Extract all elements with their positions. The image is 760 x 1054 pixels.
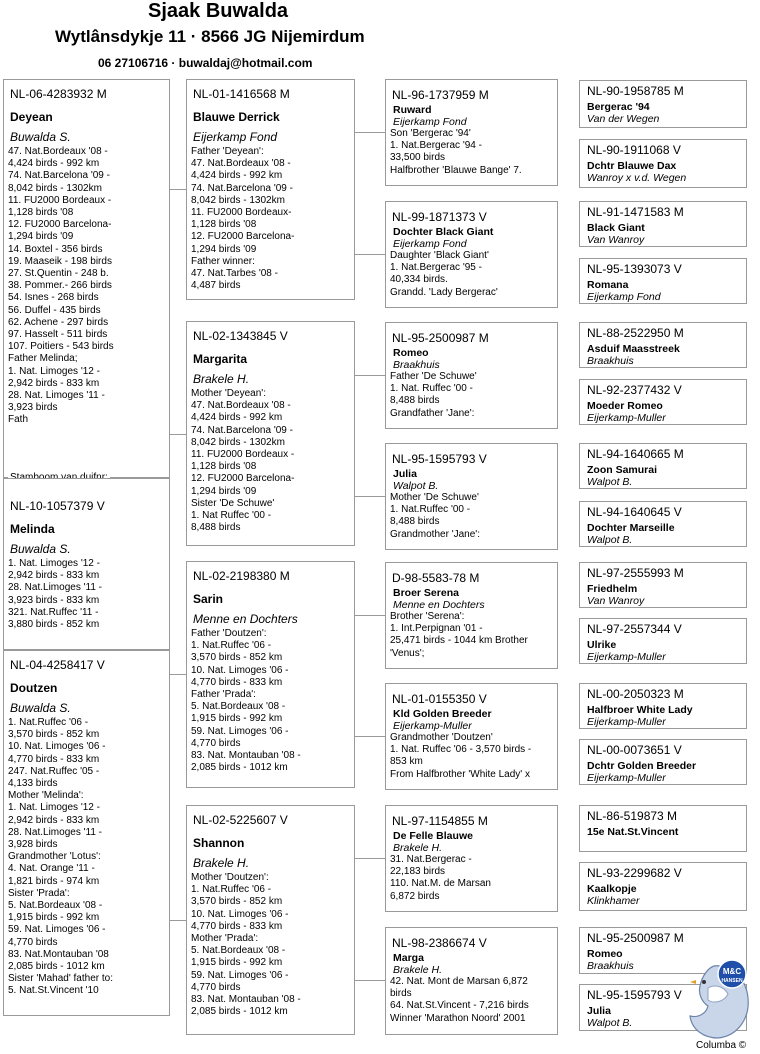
pigeon-name: Black Giant [587, 222, 645, 234]
result-line: 28. Nat.Limoges '11 - [8, 582, 102, 594]
pigeon-breeder: Klinkhamer [587, 895, 640, 907]
result-line: 'Venus'; [390, 647, 425, 659]
result-line: 28. Nat. Limoges '11 - [8, 390, 105, 402]
result-line: 1,128 birds '08 [191, 219, 257, 231]
ring-number: NL-94-1640665 M [587, 447, 684, 461]
pigeon-name: Moeder Romeo [587, 400, 663, 412]
ring-number: NL-04-4258417 V [10, 658, 105, 672]
result-line: 4. Nat. Orange '11 - [8, 863, 95, 875]
pigeon-breeder: Walpot B. [587, 476, 633, 488]
result-line: 47. Nat.Bordeaux '08 - [191, 400, 291, 412]
ring-number: D-98-5583-78 M [392, 571, 480, 585]
pigeon-results [8, 717, 169, 998]
pigeon-name: Halfbroer White Lady [587, 704, 693, 716]
ring-number: NL-95-2500987 M [392, 331, 489, 345]
result-line: Father winner: [191, 255, 255, 267]
pigeon-card-gen4-14 [579, 862, 747, 911]
pigeon-breeder: Brakele H. [193, 856, 250, 870]
pigeon-breeder: Eijerkamp Fond [193, 130, 278, 144]
result-line: 14. Boxtel - 356 birds [8, 243, 103, 255]
pigeon-breeder: Eijerkamp-Muller [587, 716, 666, 728]
result-line: 4,770 birds - 833 km [191, 920, 283, 932]
result-line: 47. Nat.Tarbes '08 - [191, 268, 278, 280]
result-line: Sister 'Mahad' father to: [8, 973, 113, 985]
result-line: 4,424 birds - 992 km [191, 170, 283, 182]
pigeon-results [390, 976, 557, 1025]
ring-number: NL-97-2555993 M [587, 566, 684, 580]
pigeon-name: Friedhelm [587, 583, 638, 595]
pigeon-breeder: Menne en Dochters [193, 612, 298, 626]
pigeon-card-gen4-9 [579, 562, 747, 608]
ring-number: NL-01-1416568 M [193, 87, 290, 101]
result-line: Father 'Doutzen': [191, 628, 267, 639]
result-line: 54. Isnes - 268 birds [8, 292, 99, 304]
pigeon-name: Margarita [193, 352, 248, 366]
pigeon-breeder: Buwalda S. [10, 701, 71, 715]
result-line: 4,770 birds - 833 km [191, 676, 283, 688]
result-line: 56. Duffel - 435 birds [8, 304, 101, 316]
result-line: 1. Nat. Limoges '12 - [8, 802, 100, 814]
pigeon-breeder: Braakhuis [587, 960, 634, 972]
result-line: 38. Pommer.- 266 birds [8, 280, 112, 292]
result-line: 2,942 birds - 833 km [8, 377, 100, 389]
result-line: 47. Nat.Bordeaux '08 - [191, 158, 291, 170]
result-line: 59. Nat. Limoges '06 - [191, 725, 289, 737]
ring-number: NL-02-1343845 V [193, 329, 288, 343]
result-line: 10. Nat. Limoges '06 - [8, 741, 106, 753]
pigeon-results [390, 128, 557, 177]
result-line: 3,570 birds - 852 km [191, 652, 283, 664]
result-line: 8,488 birds [191, 522, 241, 534]
pigeon-name: Julia [393, 468, 417, 480]
result-line: Mother 'Doutzen': [191, 872, 269, 883]
pigeon-name: Blauwe Derrick [193, 110, 280, 124]
result-line: Daughter 'Black Giant' [390, 250, 489, 261]
result-line: 6,872 birds [390, 890, 440, 902]
result-line: 40,334 birds. [390, 274, 448, 286]
pigeon-card-gen3-8 [385, 927, 558, 1035]
pigeon-breeder: Van Wanroy [587, 234, 645, 246]
connector-line [355, 496, 385, 497]
result-line: 1,294 birds '09 [8, 231, 74, 243]
pigeon-card-gen4-5 [579, 322, 747, 368]
result-line: 83. Nat. Montauban '08 - [191, 994, 301, 1006]
pigeon-results [390, 611, 557, 660]
pigeon-name: Dchtr Blauwe Dax [587, 160, 677, 172]
connector-line [355, 254, 385, 255]
result-line: 5. Nat.St.Vincent '10 [8, 985, 99, 997]
pigeon-card-gen4-2 [579, 139, 747, 188]
result-line: 12. FU2000 Barcelona- [8, 219, 112, 231]
result-line: 5. Nat.Bordeaux '08 - [191, 701, 286, 713]
connector-line [355, 858, 385, 859]
connector-line [355, 132, 385, 133]
pigeon-breeder: Eijerkamp-Muller [587, 772, 666, 784]
result-line: 12. FU2000 Barcelona- [191, 473, 295, 485]
pigeon-breeder: Eijerkamp Fond [393, 116, 467, 128]
result-line: 3,928 birds [8, 839, 58, 851]
result-line: 83. Nat.Montauban '08 [8, 948, 109, 960]
result-line: Father 'De Schuwe' [390, 371, 477, 382]
pigeon-breeder: Brakele H. [393, 842, 443, 854]
ring-number: NL-88-2522950 M [587, 326, 684, 340]
ring-number: NL-91-1471583 M [587, 205, 684, 219]
ring-number: NL-95-1393073 V [587, 262, 682, 276]
result-line: 4,424 birds - 992 km [191, 412, 283, 424]
pigeon-name: Kld Golden Breeder [393, 708, 492, 720]
pigeon-breeder: Walpot B. [587, 1017, 633, 1029]
result-line: Grandmother 'Doutzen' [390, 732, 493, 743]
pigeon-card-sire-doutzen [186, 561, 355, 788]
pigeon-breeder: Braakhuis [587, 355, 634, 367]
pigeon-results [191, 628, 354, 774]
pigeon-name: 15e Nat.St.Vincent [587, 826, 679, 838]
pigeon-card-gen3-6 [385, 683, 558, 790]
result-line: 42. Nat. Mont de Marsan 6,872 [390, 976, 528, 987]
pigeon-card-subject [3, 79, 170, 478]
result-line: 4,487 birds [191, 280, 241, 292]
ring-number: NL-96-1737959 M [392, 88, 489, 102]
result-line: From Halfbrother 'White Lady' x [390, 768, 530, 780]
result-line: Father 'Prada': [191, 689, 256, 701]
result-line: 64. Nat.St.Vincent - 7,216 birds [390, 1000, 529, 1012]
ring-number: NL-90-1958785 M [587, 84, 684, 98]
result-line: 1. Nat.Ruffec '06 - [191, 640, 272, 652]
result-line: 11. FU2000 Bordeaux- [191, 207, 292, 219]
pigeon-card-dam [186, 321, 355, 546]
pigeon-card-gen3-4 [385, 443, 558, 550]
result-line: Mother 'Deyean': [191, 388, 266, 399]
pigeon-results [8, 146, 169, 427]
result-line: Halfbrother 'Blauwe Bange' 7. [390, 164, 522, 176]
ring-number: NL-93-2299682 V [587, 866, 682, 880]
result-line: 110. Nat.M. de Marsan [390, 878, 491, 890]
result-line: 4,770 birds [191, 981, 241, 993]
result-line: 1. Nat. Ruffec '06 - 3,570 birds - [390, 744, 532, 756]
result-line: 1. Nat. Limoges '12 - [8, 558, 100, 569]
result-line: 97. Hasselt - 511 birds [8, 329, 108, 341]
result-line: 8,042 birds - 1302km [191, 436, 285, 448]
result-line: 1,821 birds - 974 km [8, 875, 100, 887]
pigeon-card-gen4-12 [579, 739, 747, 785]
result-line: 19. Maaseik - 198 birds [8, 255, 112, 267]
pigeon-card-gen3-3 [385, 322, 558, 429]
pigeon-breeder: Eijerkamp-Muller [587, 412, 666, 424]
result-line: 33,500 birds [390, 152, 446, 164]
result-line: 107. Poitiers - 543 birds [8, 341, 114, 353]
pigeon-breeder: Walpot B. [393, 480, 439, 492]
result-line: 74. Nat.Barcelona '09 - [8, 170, 110, 182]
result-line: Grandmother 'Lotus': [8, 851, 101, 863]
pigeon-name: Zoon Samurai [587, 464, 658, 476]
result-line: 8,488 birds [390, 395, 440, 407]
result-line: 31. Nat.Bergerac - [390, 854, 472, 865]
ring-number: NL-94-1640645 V [587, 505, 682, 519]
pigeon-name: Romeo [393, 347, 429, 359]
pigeon-name: Romeo [587, 948, 623, 960]
pigeon-breeder: Brakele H. [393, 964, 443, 976]
pigeon-breeder: Braakhuis [393, 359, 440, 371]
result-line: Fath [8, 414, 29, 426]
ring-number: NL-95-1595793 V [392, 452, 487, 466]
result-line: 1,128 birds '08 [191, 461, 257, 473]
pigeon-name: Dochter Black Giant [393, 226, 494, 238]
result-line: 1. Nat.Bergerac '95 - [390, 262, 482, 274]
result-line: 28. Nat.Limoges '11 - [8, 826, 102, 838]
result-line: 59. Nat. Limoges '06 - [8, 924, 106, 936]
pigeon-breeder: Van der Wegen [587, 113, 660, 125]
result-line: 1,128 birds '08 [8, 207, 74, 219]
logo-credit: Columba © [696, 1040, 747, 1051]
pigeon-results [390, 492, 557, 541]
pigeon-results [390, 854, 557, 903]
connector-line [170, 189, 186, 190]
result-line: 1. Nat. Ruffec '00 - [390, 383, 473, 395]
result-line: 22,183 birds [390, 866, 446, 878]
ring-number: NL-06-4283932 M [10, 87, 107, 101]
pigeon-name: Dochter Marseille [587, 522, 675, 534]
ring-number: NL-90-1911068 V [587, 143, 681, 157]
pigeon-card-sire [186, 79, 355, 300]
pigeon-breeder: Eijerkamp-Muller [587, 651, 666, 663]
result-line: 247. Nat.Ruffec '05 - [8, 765, 100, 777]
pigeon-name: Romana [587, 279, 629, 291]
connector-line [355, 736, 385, 737]
connector-line [355, 615, 385, 616]
result-line: 5. Nat.Bordeaux '08 - [8, 900, 103, 912]
pigeon-card-gen4-7 [579, 443, 747, 489]
pigeon-card-doutzen [3, 650, 170, 1016]
result-line: 2,085 birds - 1012 km [191, 762, 288, 774]
pigeon-card-gen4-6 [579, 379, 747, 425]
pigeon-breeder: Walpot B. [587, 534, 633, 546]
pigeon-card-gen4-4 [579, 258, 747, 304]
result-line: Grandmother 'Jane': [390, 528, 480, 540]
pigeon-name: Bergerac '94 [587, 101, 650, 113]
result-line: 1,294 birds '09 [191, 243, 257, 255]
breeder-name: Sjaak Buwalda [148, 0, 289, 22]
pigeon-name: Asduif Maasstreek [587, 343, 680, 355]
pigeon-name: Ruward [393, 104, 432, 116]
result-line: 4,770 birds - 833 km [8, 753, 100, 765]
pigeon-card-gen4-1 [579, 80, 747, 128]
ring-number: NL-10-1057379 V [10, 499, 105, 513]
pigeon-name: Sarin [193, 592, 224, 606]
result-line: 83. Nat. Montauban '08 - [191, 750, 301, 762]
ring-number: NL-92-2377432 V [587, 383, 682, 397]
result-line: Grandd. 'Lady Bergerac' [390, 286, 498, 298]
result-line: Sister 'Prada': [8, 887, 70, 899]
result-line: 1. Nat.Ruffec '06 - [191, 884, 272, 896]
result-line: 5. Nat.Bordeaux '08 - [191, 945, 286, 957]
result-line: 1. Int.Perpignan '01 - [390, 623, 483, 635]
pigeon-results [390, 250, 557, 299]
result-line: 4,424 birds - 992 km [8, 158, 100, 170]
pigeon-results [191, 146, 354, 292]
result-line: 2,942 birds - 833 km [8, 570, 100, 582]
result-line: Mother 'Melinda': [8, 790, 84, 802]
connector-line [170, 674, 186, 675]
pigeon-name: Kaalkopje [587, 883, 637, 895]
result-line: 1. Nat.Bergerac '94 - [390, 140, 482, 152]
pigeon-name: Julia [587, 1005, 611, 1017]
pigeon-card-gen3-7 [385, 805, 558, 912]
result-line: 1. Nat Ruffec '00 - [191, 510, 272, 522]
pigeon-card-gen3-5 [385, 562, 558, 669]
result-line: 1,915 birds - 992 km [191, 713, 283, 725]
pigeon-card-gen4-8 [579, 501, 747, 547]
result-line: 4,770 birds [191, 737, 241, 749]
pigeon-name: Shannon [193, 836, 245, 850]
result-line: 8,042 birds - 1302km [8, 182, 102, 194]
pigeon-card-gen4-3 [579, 201, 747, 247]
result-line: Grandfather 'Jane': [390, 407, 475, 419]
ring-number: NL-02-2198380 M [193, 569, 290, 583]
result-line: 10. Nat. Limoges '06 - [191, 664, 289, 676]
pigeon-name: Deyean [10, 110, 53, 124]
pigeon-name: Ulrike [587, 639, 617, 651]
result-line: 1,915 birds - 992 km [8, 912, 100, 924]
result-line: 3,570 birds - 852 km [8, 729, 100, 741]
pigeon-name: Broer Serena [393, 587, 459, 599]
pigeon-results [390, 732, 557, 781]
result-line: 3,570 birds - 852 km [191, 896, 283, 908]
result-line: 10. Nat. Limoges '06 - [191, 908, 289, 920]
pigeon-breeder: Eijerkamp Fond [393, 238, 467, 250]
pigeon-name: De Felle Blauwe [393, 830, 473, 842]
pigeon-card-dam-doutzen [186, 805, 355, 1035]
result-line: 2,085 birds - 1012 km [191, 1006, 288, 1018]
result-line: 8,488 birds [390, 516, 440, 528]
pigeon-breeder: Buwalda S. [10, 130, 71, 144]
pigeon-name: Marga [393, 952, 424, 964]
breeder-contact: 06 27106716 · buwaldaj@hotmail.com [98, 56, 313, 70]
result-line: 74. Nat.Barcelona '09 - [191, 182, 293, 194]
breeder-address: Wytlânsdykje 11 · 8566 JG Nijemirdum [55, 27, 365, 46]
ring-number: NL-86-519873 M [587, 809, 678, 823]
result-line: 4,770 birds [8, 936, 58, 948]
result-line: 3,880 birds - 852 km [8, 619, 100, 631]
result-line: Brother 'Serena': [390, 611, 465, 622]
pigeon-breeder: Wanroy x v.d. Wegen [587, 172, 687, 184]
result-line: 74. Nat.Barcelona '09 - [191, 424, 293, 436]
result-line: 62. Achene - 297 birds [8, 316, 109, 328]
result-line: 1. Nat. Limoges '12 - [8, 365, 100, 377]
logo-badge-text: M&C [722, 967, 742, 976]
result-line: 3,923 birds - 833 km [8, 594, 100, 606]
pigeon-card-gen4-10 [579, 618, 747, 664]
connector-line [355, 980, 385, 981]
connector-line [355, 375, 385, 376]
result-line: 321. Nat.Ruffec '11 - [8, 606, 99, 618]
ring-number: NL-02-5225607 V [193, 813, 288, 827]
pigeon-breeder: Buwalda S. [10, 542, 71, 556]
pigeon-name: Melinda [10, 522, 55, 536]
result-line: Mother 'De Schuwe' [390, 492, 479, 503]
pigeon-results [390, 371, 557, 420]
result-line: 3,923 birds [8, 402, 58, 414]
result-line: 853 km [390, 756, 423, 768]
ring-number: NL-00-2050323 M [587, 687, 684, 701]
result-line: Son 'Bergerac '94' [390, 128, 471, 139]
result-line: birds [390, 988, 412, 1000]
result-line: 11. FU2000 Bordeaux - [191, 449, 295, 461]
result-line: 59. Nat. Limoges '06 - [191, 969, 289, 981]
result-line: Sister 'De Schuwe' [191, 497, 275, 509]
pigeon-card-gen4-11 [579, 683, 747, 729]
pigeon-results [191, 872, 354, 1018]
pigeon-breeder: Eijerkamp Fond [587, 291, 661, 303]
result-line: 1,294 birds '09 [191, 485, 257, 497]
ring-number: NL-98-2386674 V [392, 936, 487, 950]
pigeon-breeder: Brakele H. [193, 372, 250, 386]
pigeon-breeder: Menne en Dochters [393, 599, 485, 611]
ring-number: NL-97-2557344 V [587, 622, 682, 636]
pigeon-card-gen4-13 [579, 805, 747, 852]
result-line: 4,133 birds [8, 778, 58, 790]
pigeon-results [191, 388, 354, 534]
result-line: Father 'Deyean': [191, 146, 264, 157]
result-line: 12. FU2000 Barcelona- [191, 231, 295, 243]
ring-number: NL-95-2500987 M [587, 931, 684, 945]
result-line: 27. St.Quentin - 248 b. [8, 268, 109, 280]
result-line: Father Melinda; [8, 353, 78, 365]
result-line: 2,085 birds - 1012 km [8, 961, 105, 973]
pigeon-card-gen3-2 [385, 201, 558, 308]
pigeon-results [8, 558, 169, 631]
result-line: 2,942 birds - 833 km [8, 814, 100, 826]
pigeon-breeder: Van Wanroy [587, 595, 645, 607]
pigeon-card-dam-of-subject [3, 478, 170, 650]
result-line: 1. Nat.Ruffec '00 - [390, 504, 471, 516]
result-line: 1,915 birds - 992 km [191, 957, 283, 969]
result-line: 8,042 birds - 1302km [191, 194, 285, 206]
ring-number: NL-00-0073651 V [587, 743, 682, 757]
ring-number: NL-99-1871373 V [392, 210, 487, 224]
pigeon-name: Doutzen [10, 681, 58, 695]
ring-number: NL-97-1154855 M [392, 814, 488, 828]
result-line: 1. Nat.Ruffec '06 - [8, 717, 89, 728]
pigeon-breeder: Eijerkamp-Muller [393, 720, 472, 732]
result-line: 47. Nat.Bordeaux '08 - [8, 146, 108, 157]
ring-number: NL-01-0155350 V [392, 692, 487, 706]
connector-line [170, 434, 186, 435]
result-line: Winner 'Marathon Noord' 2001 [390, 1012, 526, 1024]
result-line: 11. FU2000 Bordeaux - [8, 194, 112, 206]
result-line: Mother 'Prada': [191, 933, 259, 945]
connector-line [170, 920, 186, 921]
svg-text:HANSEN: HANSEN [721, 978, 743, 984]
ring-number: NL-95-1595793 V [587, 988, 682, 1002]
pigeon-card-gen3-1 [385, 79, 558, 186]
pigeon-name: Dchtr Golden Breeder [587, 760, 697, 772]
result-line: 25,471 birds - 1044 km Brother [390, 635, 528, 647]
